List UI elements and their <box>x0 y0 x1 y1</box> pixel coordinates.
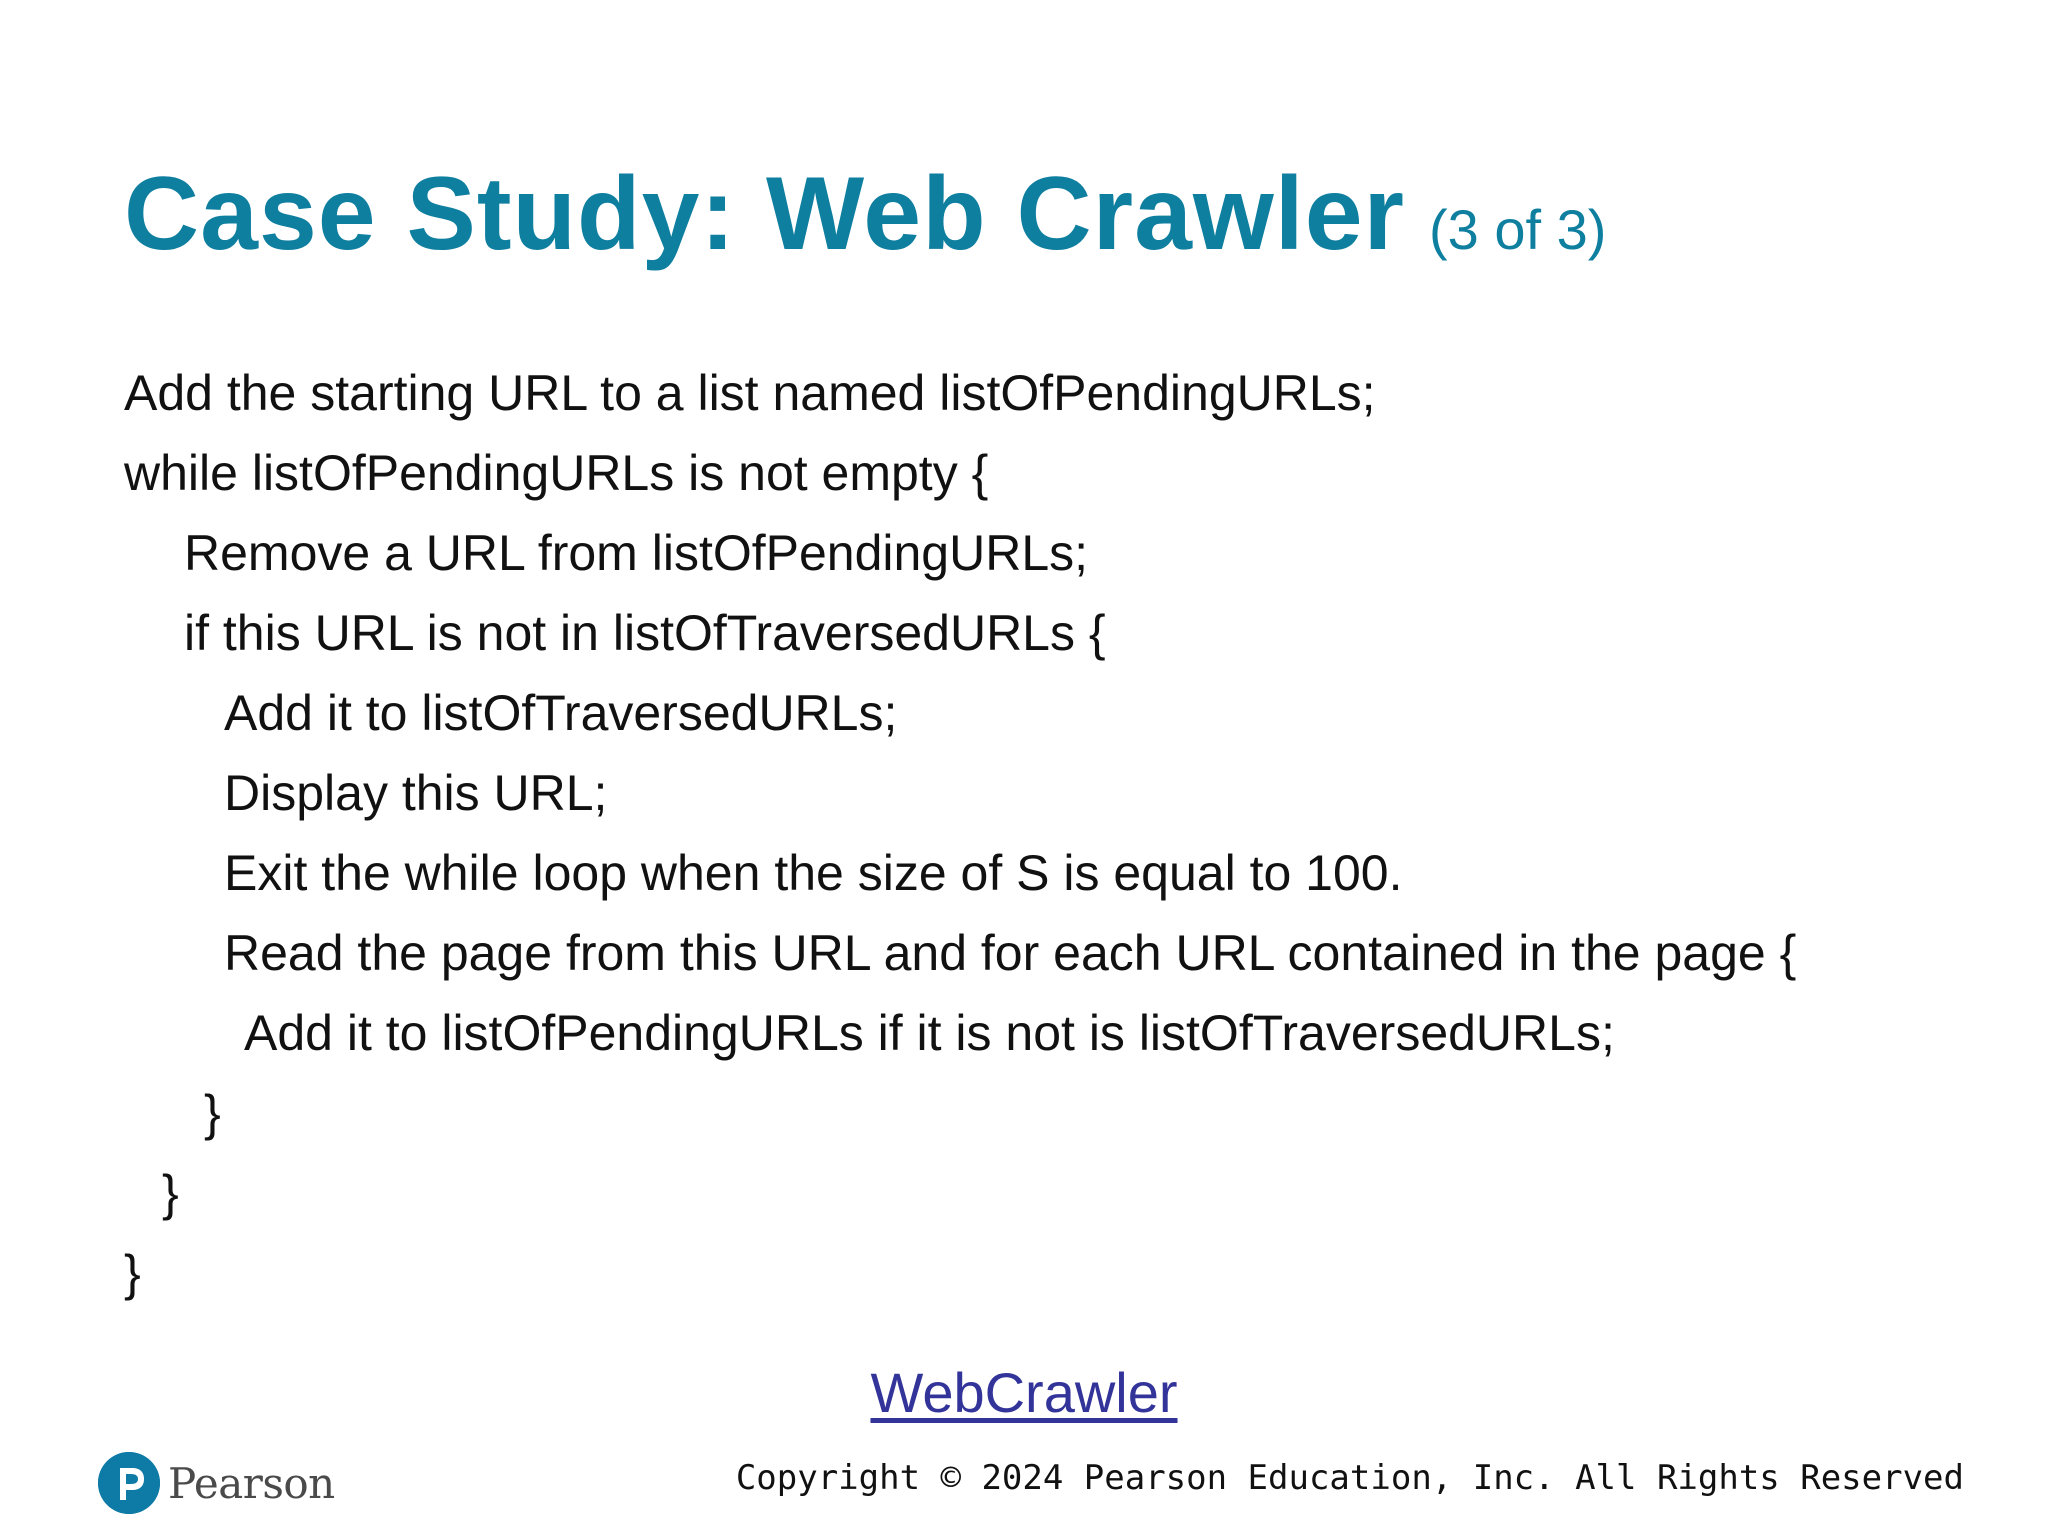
link-container <box>0 1360 2048 1425</box>
code-line: if this URL is not in listOfTraversedURLs { <box>184 605 1106 661</box>
closing-brace: } <box>204 1085 221 1141</box>
code-line: Remove a URL from listOfPendingURLs; <box>184 525 1089 581</box>
pearson-logo <box>98 1448 335 1518</box>
pearson-wordmark: Pearson <box>168 1458 335 1508</box>
title-text: Case Study: Web Crawler <box>124 156 1406 272</box>
code-line: Add the starting URL to a list named listOfPendingURLs; <box>124 365 1376 421</box>
slide-title <box>124 156 1607 272</box>
code-line: Exit the while loop when the size of S is equal to 100. <box>224 845 1403 901</box>
closing-brace: } <box>162 1165 179 1221</box>
webcrawler-link[interactable]: WebCrawler <box>870 1361 1178 1424</box>
code-line: Display this URL; <box>224 765 608 821</box>
pearson-p-icon <box>98 1452 160 1514</box>
code-line: while listOfPendingURLs is not empty { <box>124 445 989 501</box>
copyright-notice: Copyright © 2024 Pearson Education, Inc. All Rights Reserved <box>735 1458 1964 1498</box>
code-line: Add it to listOfPendingURLs if it is not is listOfTraversedURLs; <box>244 1005 1615 1061</box>
title-suffix: (3 of 3) <box>1429 198 1607 261</box>
closing-brace: } <box>124 1245 141 1301</box>
code-line: Add it to listOfTraversedURLs; <box>224 685 898 741</box>
code-line: Read the page from this URL and for each URL contained in the page { <box>224 925 1797 981</box>
